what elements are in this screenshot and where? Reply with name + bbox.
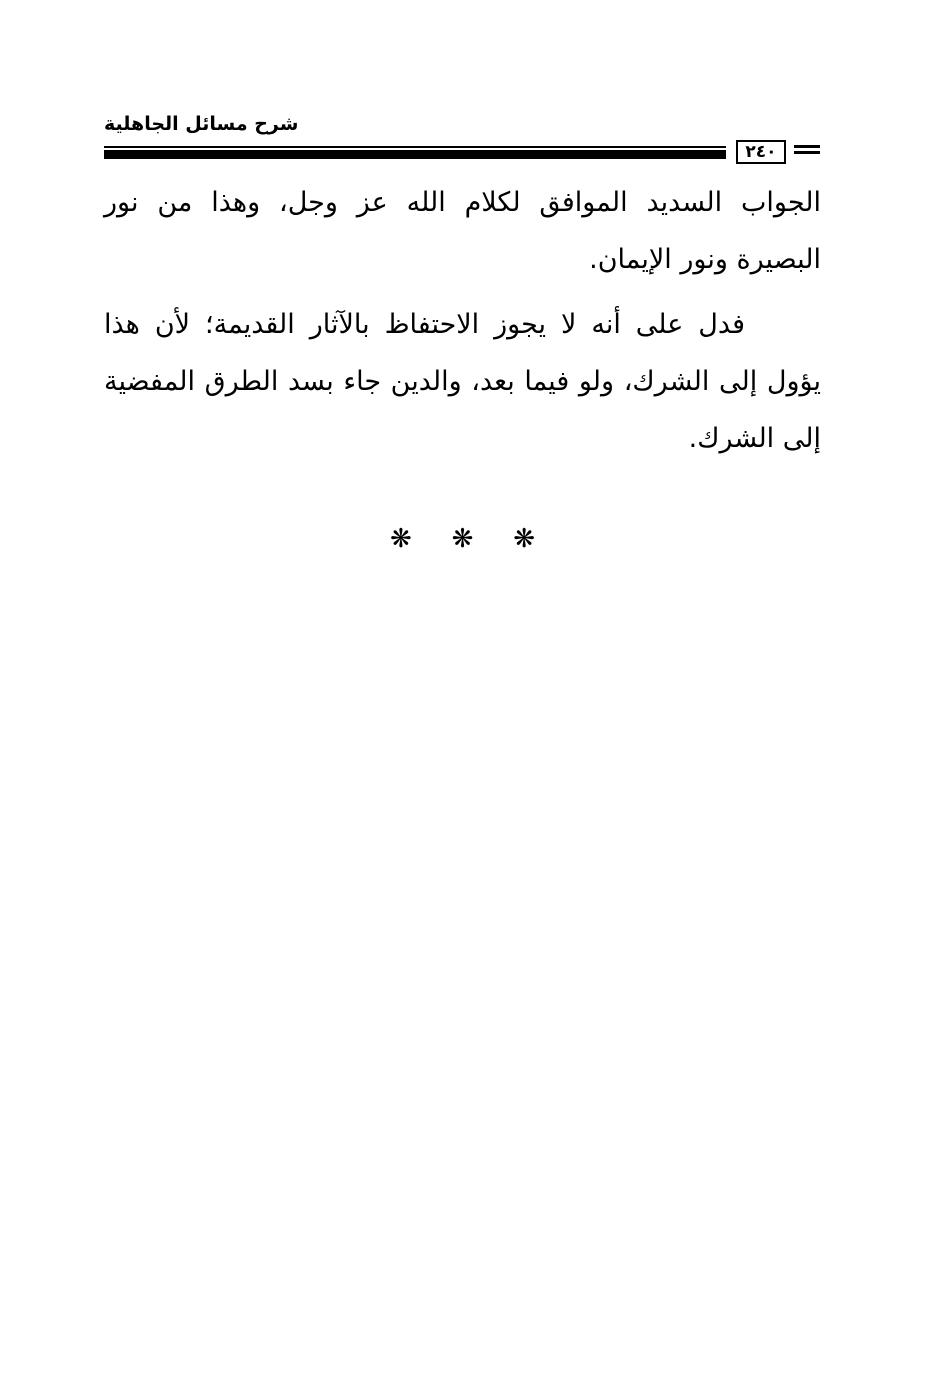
header-rule-thick <box>104 150 726 159</box>
asterisk-ornament-icon: ❋ <box>451 524 474 554</box>
paragraph: فدل على أنه لا يجوز الاحتفاظ بالآثار القديمة؛ لأن هذا يؤول إلى الشرك، ولو فيما بعد، والدين جاء بسد الطرق المفضية إلى الشرك. <box>104 309 821 454</box>
section-separator <box>390 524 535 554</box>
header-end-bars <box>794 145 820 157</box>
header-bar <box>794 151 820 154</box>
asterisk-ornament-icon: ❋ <box>390 524 412 554</box>
page-number: ٢٤٠ <box>736 140 786 164</box>
asterisk-ornament-icon: ❋ <box>513 524 535 554</box>
header-bar <box>794 145 820 148</box>
paragraph: الجواب السديد الموافق لكلام الله عز وجل، وهذا من نور البصيرة ونور الإيمان. <box>104 187 821 275</box>
header-rule-thin <box>104 146 726 148</box>
running-title: شرح مسائل الجاهلية <box>104 113 299 135</box>
